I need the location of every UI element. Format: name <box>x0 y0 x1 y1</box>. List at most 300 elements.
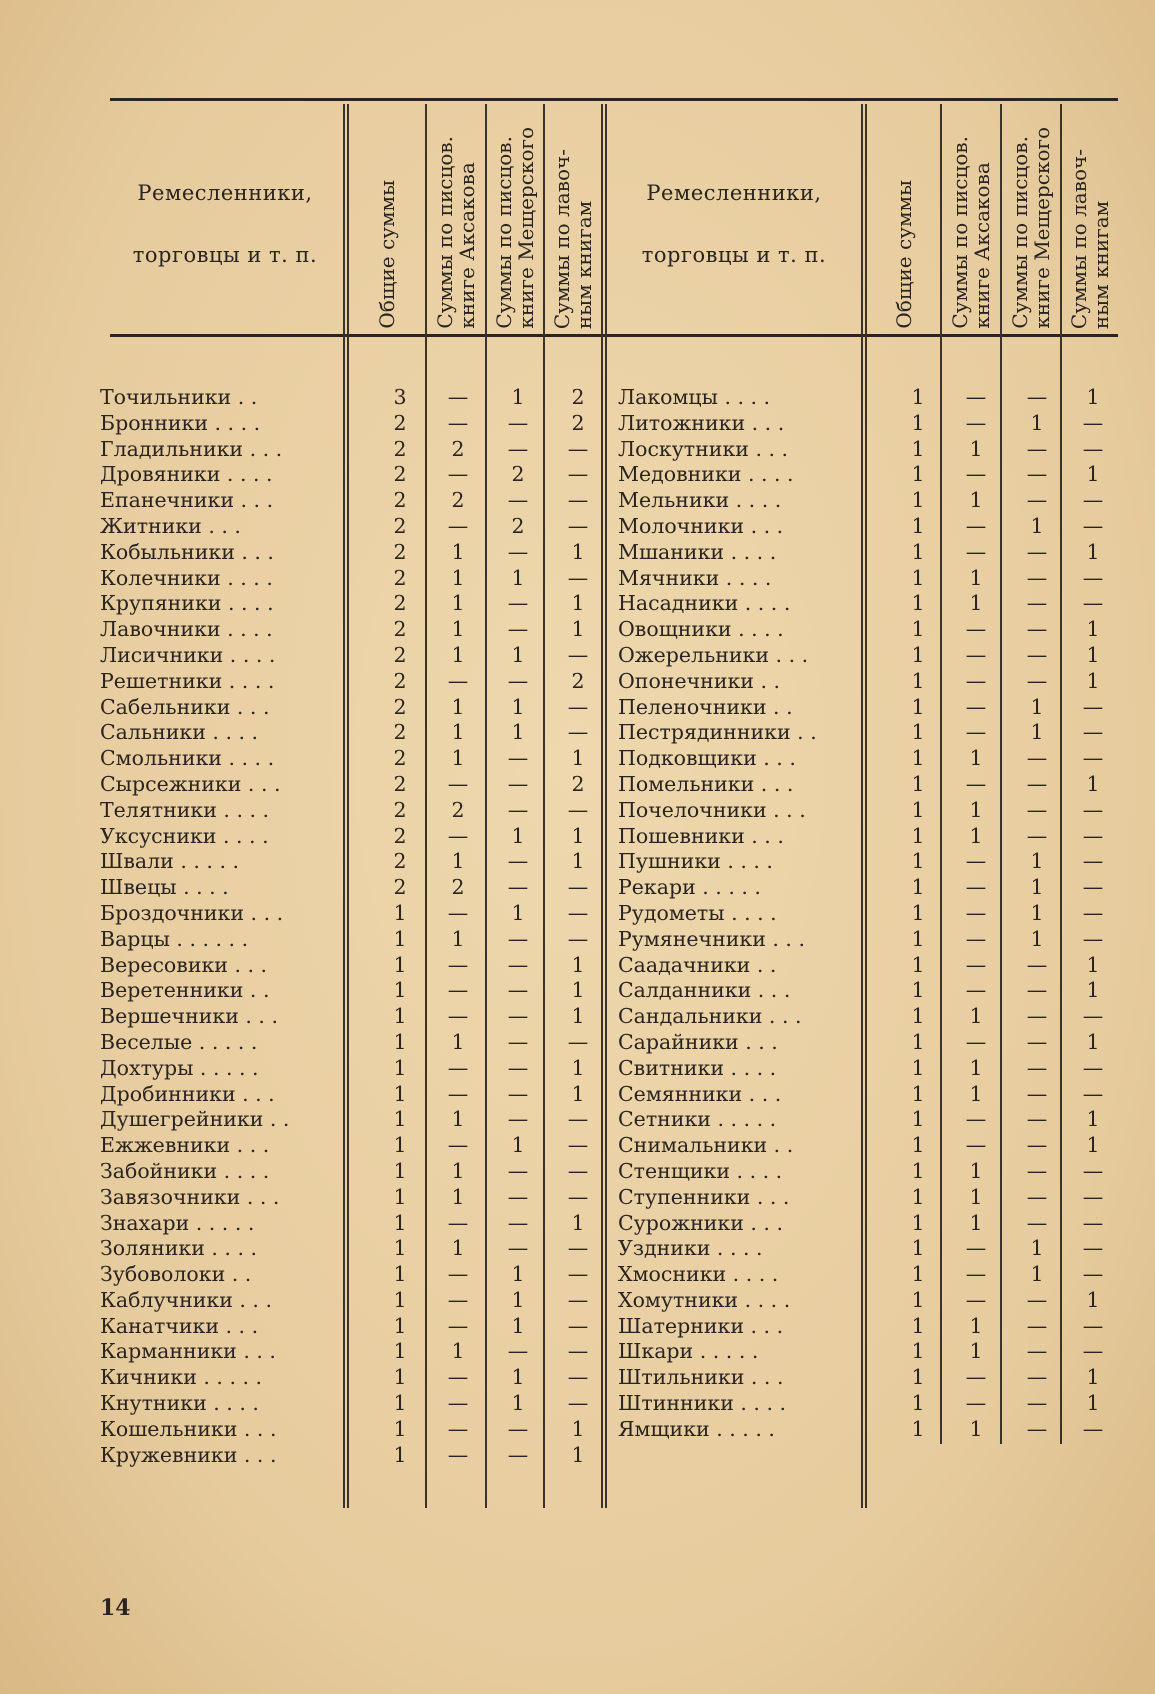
lavoch-cell: — <box>1082 1055 1104 1080</box>
mesh-cell: — <box>507 1081 529 1106</box>
mesh-cell: — <box>1026 462 1048 487</box>
trade-name: Сырсежники . . . <box>100 771 281 796</box>
mesh-cell: — <box>1026 1339 1048 1364</box>
mesh-cell: — <box>1026 823 1048 848</box>
lavoch-cell: — <box>1082 565 1104 590</box>
trade-name: Пушники . . . . <box>618 849 773 874</box>
total-cell: 1 <box>911 1158 925 1183</box>
mesh-cell: — <box>1026 1184 1048 1209</box>
lavoch-cell: 1 <box>1086 1029 1100 1054</box>
aksakov-cell: 2 <box>451 488 465 513</box>
aksakov-cell: — <box>447 1210 469 1235</box>
trade-name: Лоскутники . . . <box>618 436 789 461</box>
total-cell: 1 <box>911 1365 925 1390</box>
mesh-cell: — <box>1026 1004 1048 1029</box>
aksakov-cell: 1 <box>451 1107 465 1132</box>
mesh-cell: — <box>1026 642 1048 667</box>
lavoch-cell: 1 <box>571 591 585 616</box>
total-cell: 1 <box>911 1287 925 1312</box>
mesh-cell: — <box>507 668 529 693</box>
trade-name: Точильники . . <box>100 385 258 409</box>
mesh-cell: 1 <box>511 565 525 590</box>
trade-name: Ожерельники . . . <box>618 642 809 667</box>
total-cell: 3 <box>393 385 407 409</box>
lavoch-cell: — <box>1082 488 1104 513</box>
trade-name: Броздочники . . . <box>100 900 284 925</box>
trade-name: Рекари . . . . . <box>618 875 761 900</box>
aksakov-cell: — <box>965 849 987 874</box>
mesh-cell: — <box>507 1055 529 1080</box>
trade-name: Румянечники . . . <box>618 926 805 951</box>
total-cell: 1 <box>393 1081 407 1106</box>
trade-name: Сурожники . . . <box>618 1210 783 1235</box>
trade-name: Помельники . . . <box>618 771 794 796</box>
mesh-cell: — <box>1026 565 1048 590</box>
trade-name: Забойники . . . . <box>100 1158 270 1183</box>
aksakov-cell: — <box>965 1391 987 1416</box>
mesh-cell: — <box>1026 488 1048 513</box>
lavoch-cell: 1 <box>571 952 585 977</box>
trade-name: Веретенники . . <box>100 978 270 1003</box>
lavoch-cell: 2 <box>571 410 585 435</box>
mesh-cell: — <box>1026 617 1048 642</box>
column-divider <box>347 104 349 1508</box>
aksakov-cell: — <box>447 1313 469 1338</box>
total-cell: 1 <box>911 1029 925 1054</box>
mesh-cell: — <box>1026 1391 1048 1416</box>
trade-name: Ямщики . . . . . <box>618 1416 775 1441</box>
trade-name: Золяники . . . . <box>100 1236 258 1261</box>
trade-name: Медовники . . . . <box>618 462 794 487</box>
lavoch-cell: — <box>1082 797 1104 822</box>
aksakov-cell: — <box>965 539 987 564</box>
lavoch-cell: 2 <box>571 668 585 693</box>
total-cell: 1 <box>393 1365 407 1390</box>
total-cell: 1 <box>393 1029 407 1054</box>
mesh-cell: — <box>1026 1055 1048 1080</box>
aksakov-cell: 1 <box>451 849 465 874</box>
aksakov-cell: 1 <box>969 1210 983 1235</box>
mesh-cell: — <box>507 849 529 874</box>
mesh-cell: 1 <box>1030 1236 1044 1261</box>
column-divider <box>605 104 607 1508</box>
total-cell: 2 <box>393 462 407 487</box>
mesh-cell: 1 <box>1030 1262 1044 1287</box>
total-cell: 1 <box>911 668 925 693</box>
lavoch-cell: — <box>567 926 589 951</box>
trade-name: Телятники . . . . <box>100 797 270 822</box>
column-divider <box>865 104 867 1508</box>
lavoch-cell: 1 <box>1086 978 1100 1003</box>
lavoch-cell: 1 <box>571 1081 585 1106</box>
total-cell: 1 <box>393 952 407 977</box>
aksakov-cell: — <box>447 1055 469 1080</box>
trade-name: Гладильники . . . <box>100 436 283 461</box>
lavoch-cell: — <box>1082 720 1104 745</box>
mesh-cell: — <box>507 436 529 461</box>
mesh-cell: — <box>1026 1287 1048 1312</box>
lavoch-cell: — <box>567 1029 589 1054</box>
trade-name: Веселые . . . . . <box>100 1029 258 1054</box>
total-cell: 1 <box>393 1313 407 1338</box>
total-cell: 1 <box>911 617 925 642</box>
lavoch-cell: 1 <box>571 823 585 848</box>
mesh-cell: 1 <box>1030 410 1044 435</box>
trade-name: Сальники . . . . <box>100 720 259 745</box>
lavoch-cell: 1 <box>571 539 585 564</box>
total-cell: 1 <box>911 875 925 900</box>
total-cell: 2 <box>393 875 407 900</box>
lavoch-cell: 1 <box>571 1004 585 1029</box>
total-cell: 1 <box>911 1133 925 1158</box>
mesh-cell: 2 <box>511 513 525 538</box>
mesh-cell: 1 <box>1030 720 1044 745</box>
trade-name: Рудометы . . . . <box>618 900 777 925</box>
aksakov-cell: 1 <box>451 1158 465 1183</box>
total-cell: 1 <box>911 978 925 1003</box>
aksakov-cell: 1 <box>451 1339 465 1364</box>
total-cell: 2 <box>393 488 407 513</box>
mesh-cell: — <box>507 1004 529 1029</box>
aksakov-cell: — <box>965 1107 987 1132</box>
aksakov-cell: — <box>965 694 987 719</box>
mesh-cell: — <box>1026 539 1048 564</box>
mesh-cell: — <box>1026 1133 1048 1158</box>
header-aksakov-left: Суммы по писцов. книге Аксакова <box>432 136 479 329</box>
total-cell: 2 <box>393 539 407 564</box>
trade-name: Кошельники . . . <box>100 1416 277 1441</box>
mesh-cell: — <box>1026 1029 1048 1054</box>
trade-name: Сетники . . . . . <box>618 1107 777 1132</box>
mesh-cell: 1 <box>511 1391 525 1416</box>
lavoch-cell: 1 <box>1086 617 1100 642</box>
mesh-cell: — <box>507 1210 529 1235</box>
lavoch-cell: 1 <box>571 1442 585 1467</box>
aksakov-cell: 2 <box>451 797 465 822</box>
lavoch-cell: 1 <box>571 978 585 1003</box>
lavoch-cell: — <box>567 900 589 925</box>
aksakov-cell: — <box>447 900 469 925</box>
mesh-cell: — <box>507 1416 529 1441</box>
mesh-cell: — <box>1026 771 1048 796</box>
aksakov-cell: 1 <box>451 591 465 616</box>
header-name-line2: торговцы и т. п. <box>132 243 318 267</box>
lavoch-cell: — <box>1082 1313 1104 1338</box>
header-aksakov-right: Суммы по писцов. книге Аксакова <box>947 136 994 329</box>
trade-name: Сарайники . . . <box>618 1029 778 1054</box>
total-cell: 2 <box>393 720 407 745</box>
trade-name: Душегрейники . . <box>100 1107 290 1132</box>
total-cell: 1 <box>911 1004 925 1029</box>
lavoch-cell: — <box>567 462 589 487</box>
header-name-line2: торговцы и т. п. <box>641 243 827 267</box>
lavoch-cell: — <box>567 488 589 513</box>
mesh-cell: 1 <box>1030 900 1044 925</box>
total-cell: 1 <box>911 1236 925 1261</box>
total-cell: 1 <box>911 1262 925 1287</box>
total-cell: 1 <box>911 436 925 461</box>
trade-name: Дробинники . . . <box>100 1081 275 1106</box>
column-divider <box>601 104 603 1508</box>
lavoch-cell: — <box>1082 513 1104 538</box>
lavoch-cell: — <box>1082 1004 1104 1029</box>
lavoch-cell: 2 <box>571 385 585 409</box>
aksakov-cell: — <box>965 410 987 435</box>
aksakov-cell: — <box>447 668 469 693</box>
lavoch-cell: — <box>1082 875 1104 900</box>
trade-name: Смольники . . . . <box>100 746 275 771</box>
lavoch-cell: — <box>567 1313 589 1338</box>
mesh-cell: — <box>1026 746 1048 771</box>
mesh-cell: — <box>1026 1416 1048 1441</box>
lavoch-cell: — <box>567 1158 589 1183</box>
aksakov-cell: — <box>447 410 469 435</box>
aksakov-cell: 1 <box>969 1158 983 1183</box>
aksakov-cell: — <box>447 952 469 977</box>
aksakov-cell: — <box>447 462 469 487</box>
mesh-cell: 1 <box>511 1365 525 1390</box>
mesh-cell: 1 <box>511 720 525 745</box>
mesh-cell: 1 <box>511 823 525 848</box>
lavoch-cell: — <box>1082 591 1104 616</box>
mesh-cell: 1 <box>511 900 525 925</box>
aksakov-cell: 1 <box>969 436 983 461</box>
aksakov-cell: 1 <box>451 1184 465 1209</box>
total-cell: 2 <box>393 668 407 693</box>
lavoch-cell: 1 <box>1086 952 1100 977</box>
total-cell: 1 <box>911 771 925 796</box>
mesh-cell: 2 <box>511 462 525 487</box>
aksakov-cell: — <box>965 926 987 951</box>
mesh-cell: — <box>507 617 529 642</box>
trade-name: Завязочники . . . <box>100 1184 280 1209</box>
trade-name: Семянники . . . <box>618 1081 782 1106</box>
aksakov-cell: — <box>965 952 987 977</box>
total-cell: 1 <box>911 591 925 616</box>
total-cell: 1 <box>911 565 925 590</box>
total-cell: 2 <box>393 771 407 796</box>
trade-name: Кичники . . . . . <box>100 1365 263 1390</box>
trade-name: Снимальники . . <box>618 1133 794 1158</box>
total-cell: 1 <box>911 462 925 487</box>
trade-name: Овощники . . . . <box>618 617 784 642</box>
aksakov-cell: — <box>965 1029 987 1054</box>
trade-name: Сабельники . . . <box>100 694 270 719</box>
trade-name: Штильники . . . <box>618 1365 784 1390</box>
aksakov-cell: 1 <box>969 1339 983 1364</box>
aksakov-cell: 1 <box>451 746 465 771</box>
lavoch-cell: 1 <box>1086 462 1100 487</box>
aksakov-cell: — <box>965 513 987 538</box>
lavoch-cell: — <box>1082 1081 1104 1106</box>
total-cell: 1 <box>911 539 925 564</box>
aksakov-cell: 2 <box>451 875 465 900</box>
lavoch-cell: 1 <box>1086 1107 1100 1132</box>
trade-name: Каблучники . . . <box>100 1287 272 1312</box>
mesh-cell: — <box>1026 797 1048 822</box>
trade-name: Уздники . . . . <box>618 1236 763 1261</box>
lavoch-cell: 1 <box>571 617 585 642</box>
mesh-cell: — <box>507 1029 529 1054</box>
lavoch-cell: — <box>1082 694 1104 719</box>
total-cell: 1 <box>911 385 925 409</box>
total-cell: 1 <box>393 1391 407 1416</box>
trade-name: Ступенники . . . <box>618 1184 790 1209</box>
mesh-cell: 1 <box>511 1133 525 1158</box>
total-cell: 1 <box>911 642 925 667</box>
mesh-cell: 1 <box>511 694 525 719</box>
mesh-cell: — <box>1026 978 1048 1003</box>
total-cell: 1 <box>393 1133 407 1158</box>
header-bottom-rule <box>110 334 1118 337</box>
trade-name: Уксусники . . . . <box>100 823 269 848</box>
mesh-cell: — <box>1026 1158 1048 1183</box>
aksakov-cell: 1 <box>969 746 983 771</box>
lavoch-cell: 1 <box>1086 771 1100 796</box>
trade-name: Мячники . . . . <box>618 565 772 590</box>
lavoch-cell: — <box>567 565 589 590</box>
lavoch-cell: — <box>567 1236 589 1261</box>
lavoch-cell: 1 <box>571 849 585 874</box>
lavoch-cell: — <box>567 1107 589 1132</box>
trade-name: Подковщики . . . <box>618 746 796 771</box>
total-cell: 1 <box>911 410 925 435</box>
total-cell: 1 <box>393 1184 407 1209</box>
lavoch-cell: — <box>1082 1236 1104 1261</box>
mesh-cell: — <box>1026 591 1048 616</box>
aksakov-cell: 1 <box>451 617 465 642</box>
header-lavoch-left: Суммы по лавоч- ным книгам <box>549 148 596 329</box>
total-cell: 1 <box>911 694 925 719</box>
total-cell: 1 <box>911 1055 925 1080</box>
total-cell: 1 <box>393 1236 407 1261</box>
total-cell: 2 <box>393 797 407 822</box>
trade-name: Вершечники . . . <box>100 1004 278 1029</box>
lavoch-cell: — <box>1082 746 1104 771</box>
aksakov-cell: 1 <box>451 926 465 951</box>
trade-name: Лавочники . . . . <box>100 617 273 642</box>
mesh-cell: — <box>1026 1210 1048 1235</box>
lavoch-cell: — <box>1082 1339 1104 1364</box>
aksakov-cell: 1 <box>451 539 465 564</box>
total-cell: 1 <box>393 1416 407 1441</box>
total-cell: 1 <box>393 1004 407 1029</box>
aksakov-cell: — <box>965 1365 987 1390</box>
aksakov-cell: — <box>447 1287 469 1312</box>
trade-name: Колечники . . . . <box>100 565 273 590</box>
trade-name: Мшаники . . . . <box>618 539 777 564</box>
aksakov-cell: — <box>447 385 469 409</box>
aksakov-cell: — <box>447 1081 469 1106</box>
aksakov-cell: — <box>447 1442 469 1467</box>
lavoch-cell: — <box>567 875 589 900</box>
aksakov-cell: — <box>965 642 987 667</box>
aksakov-cell: 1 <box>451 694 465 719</box>
aksakov-cell: — <box>965 668 987 693</box>
trade-name: Сандальники . . . <box>618 1004 802 1029</box>
aksakov-cell: 1 <box>451 1236 465 1261</box>
total-cell: 1 <box>911 1339 925 1364</box>
total-cell: 2 <box>393 436 407 461</box>
lavoch-cell: — <box>1082 823 1104 848</box>
aksakov-cell: — <box>447 771 469 796</box>
mesh-cell: 1 <box>511 1262 525 1287</box>
total-cell: 1 <box>393 1339 407 1364</box>
mesh-cell: — <box>1026 1313 1048 1338</box>
trade-name: Шкари . . . . . <box>618 1339 759 1364</box>
lavoch-cell: 1 <box>1086 539 1100 564</box>
trade-name: Знахари . . . . . <box>100 1210 255 1235</box>
mesh-cell: 1 <box>1030 875 1044 900</box>
trade-name: Свитники . . . . <box>618 1055 777 1080</box>
aksakov-cell: — <box>965 771 987 796</box>
total-cell: 1 <box>911 900 925 925</box>
trade-name: Варцы . . . . . . <box>100 926 249 951</box>
total-cell: 1 <box>393 1442 407 1467</box>
aksakov-cell: 2 <box>451 436 465 461</box>
aksakov-cell: — <box>447 1365 469 1390</box>
total-cell: 1 <box>393 1262 407 1287</box>
lavoch-cell: — <box>1082 849 1104 874</box>
lavoch-cell: 1 <box>1086 668 1100 693</box>
mesh-cell: — <box>1026 436 1048 461</box>
lavoch-cell: 1 <box>571 1055 585 1080</box>
total-cell: 2 <box>393 591 407 616</box>
trade-name: Стенщики . . . . <box>618 1158 783 1183</box>
total-cell: 2 <box>393 617 407 642</box>
total-cell: 2 <box>393 410 407 435</box>
trade-name: Опонечники . . <box>618 668 781 693</box>
trade-name: Кружевники . . . <box>100 1442 277 1467</box>
mesh-cell: — <box>507 591 529 616</box>
aksakov-cell: 1 <box>969 565 983 590</box>
total-cell: 2 <box>393 513 407 538</box>
trade-name: Швецы . . . . <box>100 875 229 900</box>
aksakov-cell: — <box>447 1391 469 1416</box>
mesh-cell: 1 <box>1030 849 1044 874</box>
trade-name: Пестрядинники . . <box>618 720 817 745</box>
mesh-cell: — <box>507 1184 529 1209</box>
total-cell: 1 <box>911 513 925 538</box>
mesh-cell: — <box>507 746 529 771</box>
mesh-cell: — <box>507 875 529 900</box>
lavoch-cell: 1 <box>1086 1365 1100 1390</box>
total-cell: 1 <box>393 900 407 925</box>
trade-name: Хомутники . . . . <box>618 1287 791 1312</box>
aksakov-cell: 1 <box>969 1004 983 1029</box>
trade-name: Почелочники . . . <box>618 797 806 822</box>
mesh-cell: — <box>507 978 529 1003</box>
trade-name: Зубоволоки . . <box>100 1262 252 1287</box>
total-cell: 1 <box>911 1081 925 1106</box>
table-top-rule <box>110 98 1118 101</box>
trade-name: Вересовики . . . <box>100 952 268 977</box>
aksakov-cell: 1 <box>969 488 983 513</box>
lavoch-cell: — <box>1082 1158 1104 1183</box>
lavoch-cell: — <box>1082 436 1104 461</box>
lavoch-cell: — <box>567 1184 589 1209</box>
lavoch-cell: — <box>1082 1184 1104 1209</box>
total-cell: 1 <box>911 1107 925 1132</box>
header-name-line1: Ремесленники, <box>646 181 822 205</box>
total-cell: 2 <box>393 849 407 874</box>
aksakov-cell: 1 <box>451 642 465 667</box>
lavoch-cell: 1 <box>1086 1287 1100 1312</box>
total-cell: 1 <box>393 926 407 951</box>
trade-name: Дохтуры . . . . . <box>100 1055 259 1080</box>
trade-name: Житники . . . <box>100 513 241 538</box>
trade-name: Пошевники . . . <box>618 823 784 848</box>
